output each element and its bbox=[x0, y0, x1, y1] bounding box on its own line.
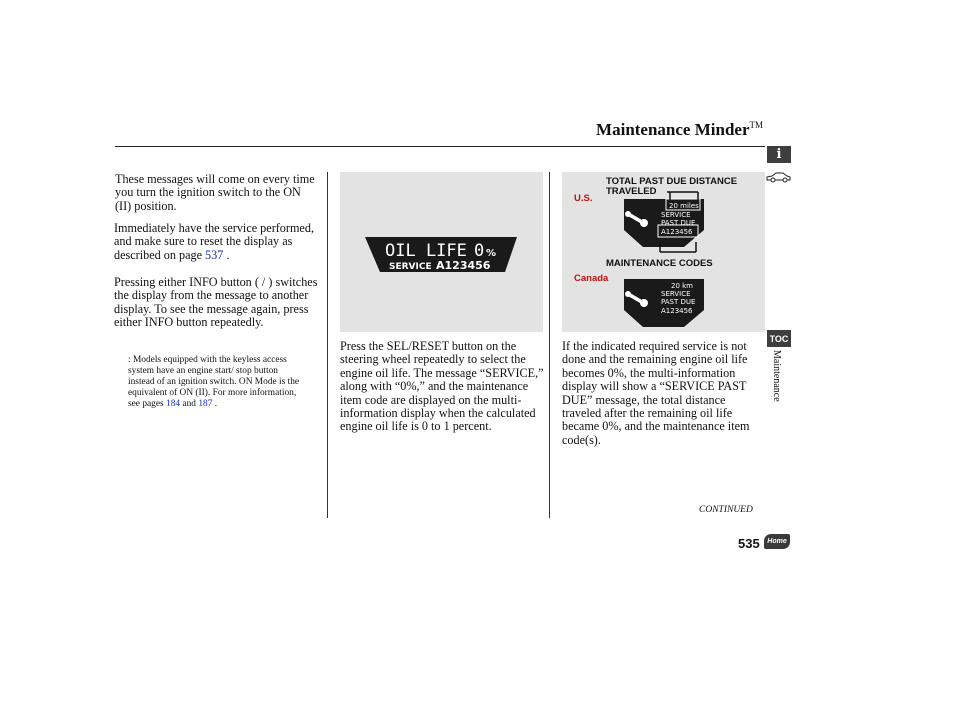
past-due-figure-panel bbox=[562, 172, 765, 332]
column-divider bbox=[327, 172, 328, 518]
oil-life-display bbox=[340, 172, 543, 332]
us-past-due-text: PAST DUE bbox=[661, 219, 696, 227]
us-service-text: SERVICE bbox=[661, 211, 691, 219]
display-figure-panel bbox=[340, 172, 543, 332]
info-tab[interactable] bbox=[767, 146, 791, 163]
display-oil-life-text: OIL LIFE bbox=[385, 241, 467, 261]
footnote: : Models equipped with the keyless access system have an engine start/ stop button instead of an ignition switch. ON Mode is the equivalent of ON (II). For more information, see pages 184 and 187 . bbox=[128, 355, 300, 409]
label-us: U.S. bbox=[574, 193, 593, 204]
page-title: Maintenance Minder™ bbox=[596, 120, 763, 139]
trademark: TM bbox=[749, 120, 763, 130]
column-divider bbox=[549, 172, 550, 518]
label-total-distance: TOTAL PAST DUE DISTANCE TRAVELED bbox=[606, 176, 738, 197]
display-code-text: A123456 bbox=[436, 259, 491, 272]
paragraph-info-button: Pressing either INFO button ( / ) switches the display from the message to another display. To see the message again, press either INFO button repeatedly. bbox=[114, 275, 318, 330]
page-link-537[interactable]: 537 bbox=[205, 247, 224, 262]
display-percent-sign: % bbox=[486, 248, 497, 259]
toc-button[interactable]: TOC bbox=[767, 330, 791, 347]
header-rule bbox=[115, 146, 765, 147]
section-label-maintenance: Maintenance bbox=[771, 350, 782, 402]
paragraph-service: Immediately have the service performed, and make sure to reset the display as described on page 537 . bbox=[114, 221, 314, 262]
label-maintenance-codes: MAINTENANCE CODES bbox=[606, 258, 713, 269]
page-link-184[interactable]: 184 bbox=[166, 399, 181, 409]
page-number: 535 bbox=[738, 536, 760, 551]
display-percent-value: 0 bbox=[474, 241, 485, 261]
us-code-text: A123456 bbox=[661, 228, 693, 236]
canada-distance-text: 20 km bbox=[671, 282, 694, 290]
paragraph-past-due: If the indicated required service is not done and the remaining engine oil life becomes 0%, the multi-information display will show a “SERVICE PAST DUE” message, the total distance traveled after the remaining oil life became 0%, and the maintenance item code(s). bbox=[562, 339, 750, 447]
paragraph-sel-reset: Press the SEL/RESET button on the steering wheel repeatedly to select the engine oil life. The message “SERVICE,” along with “0%,” and the maintenance item code are displayed on the multi-information display when the calculated engine oil life is 0 to 1 percent. bbox=[340, 339, 544, 434]
canada-code-text: A123456 bbox=[661, 307, 693, 315]
paragraph-messages: These messages will come on every time you turn the ignition switch to the ON (II) position. bbox=[115, 172, 315, 213]
home-button[interactable]: Home bbox=[764, 534, 790, 549]
continued-label: CONTINUED bbox=[699, 505, 753, 515]
canada-past-due-text: PAST DUE bbox=[661, 298, 696, 306]
page-link-187[interactable]: 187 bbox=[198, 399, 213, 409]
canada-service-text: SERVICE bbox=[661, 290, 691, 298]
car-icon[interactable] bbox=[764, 169, 793, 185]
display-service-text: SERVICE bbox=[389, 262, 432, 272]
us-distance-text: 20 miles bbox=[669, 202, 699, 210]
info-icon: i bbox=[776, 147, 782, 162]
label-canada: Canada bbox=[574, 273, 609, 284]
